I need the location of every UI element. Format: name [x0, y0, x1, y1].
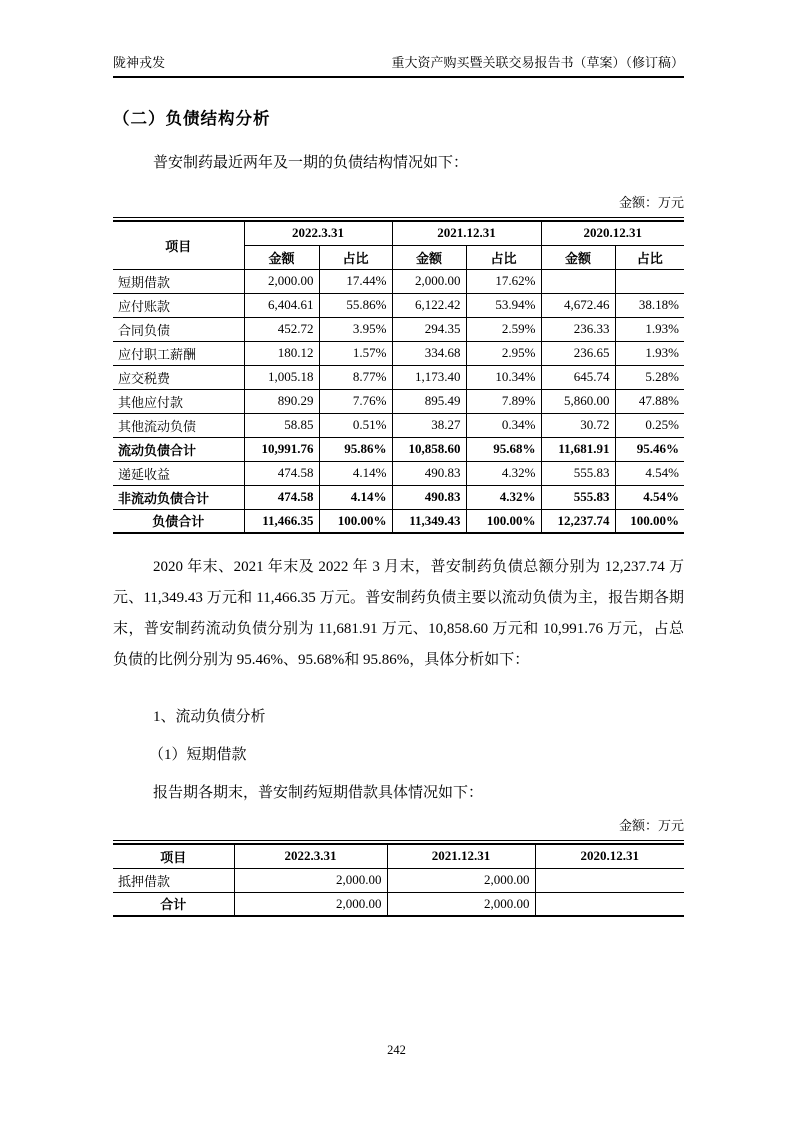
table1-header-period-2020: 2020.12.31 — [541, 221, 684, 245]
cell-value: 17.44% — [319, 269, 392, 293]
cell-value: 1,005.18 — [244, 365, 319, 389]
table2-header-period-2022: 2022.3.31 — [234, 844, 387, 868]
cell-value — [535, 892, 684, 916]
subheading-current-liability-analysis: 1、流动负债分析 — [153, 709, 266, 725]
cell-value: 53.94% — [466, 293, 541, 317]
row-label: 非流动负债合计 — [113, 485, 244, 509]
cell-value: 30.72 — [541, 413, 615, 437]
table2-header-period-2020: 2020.12.31 — [535, 844, 684, 868]
subheading-short-term-borrowings: （1）短期借款 — [149, 747, 247, 763]
table1-subheader-amount: 金额 — [541, 245, 615, 269]
cell-value: 11,349.43 — [392, 509, 466, 533]
cell-value: 4.32% — [466, 461, 541, 485]
table1-subheader-ratio: 占比 — [319, 245, 392, 269]
cell-value: 38.18% — [615, 293, 684, 317]
table1-subheader-amount: 金额 — [392, 245, 466, 269]
table-row — [113, 461, 684, 485]
cell-value: 6,404.61 — [244, 293, 319, 317]
cell-value: 474.58 — [244, 485, 319, 509]
row-label: 应交税费 — [113, 365, 244, 389]
cell-value: 452.72 — [244, 317, 319, 341]
table-row — [113, 365, 684, 389]
cell-value: 100.00% — [319, 509, 392, 533]
table1-header-row-periods — [113, 221, 684, 245]
cell-value: 236.65 — [541, 341, 615, 365]
table1-header-item: 项目 — [113, 221, 244, 269]
cell-value: 95.46% — [615, 437, 684, 461]
cell-value: 10,991.76 — [244, 437, 319, 461]
running-header — [113, 52, 684, 78]
table-row — [113, 868, 684, 892]
cell-value: 11,681.91 — [541, 437, 615, 461]
cell-value: 7.76% — [319, 389, 392, 413]
short-term-borrowings-intro: 报告期各期末，普安制药短期借款具体情况如下： — [153, 785, 484, 801]
row-label: 其他应付款 — [113, 389, 244, 413]
cell-value: 236.33 — [541, 317, 615, 341]
row-label: 流动负债合计 — [113, 437, 244, 461]
cell-value: 8.77% — [319, 365, 392, 389]
row-label: 应付职工薪酬 — [113, 341, 244, 365]
cell-value: 890.29 — [244, 389, 319, 413]
table2-header-period-2021: 2021.12.31 — [387, 844, 535, 868]
row-label: 其他流动负债 — [113, 413, 244, 437]
table1-subheader-ratio: 占比 — [615, 245, 684, 269]
row-label: 抵押借款 — [113, 868, 234, 892]
cell-value: 6,122.42 — [392, 293, 466, 317]
cell-value: 4.14% — [319, 485, 392, 509]
unit-label-table1: 金额：万元 — [618, 195, 684, 210]
cell-value: 3.95% — [319, 317, 392, 341]
cell-value: 100.00% — [615, 509, 684, 533]
table-row — [113, 413, 684, 437]
cell-value: 58.85 — [244, 413, 319, 437]
page-number: 242 — [387, 1043, 406, 1057]
table-row — [113, 317, 684, 341]
cell-value: 2,000.00 — [234, 868, 387, 892]
cell-value: 2,000.00 — [234, 892, 387, 916]
cell-value: 12,237.74 — [541, 509, 615, 533]
row-label: 应付账款 — [113, 293, 244, 317]
cell-value: 1,173.40 — [392, 365, 466, 389]
table2-header-row — [113, 844, 684, 868]
cell-value: 95.86% — [319, 437, 392, 461]
cell-value: 10.34% — [466, 365, 541, 389]
cell-value: 2.95% — [466, 341, 541, 365]
cell-value: 4.14% — [319, 461, 392, 485]
table-row — [113, 485, 684, 509]
cell-value: 1.93% — [615, 317, 684, 341]
liability-structure-table-grid — [113, 220, 684, 534]
cell-value: 7.89% — [466, 389, 541, 413]
cell-value — [615, 269, 684, 293]
cell-value: 4.54% — [615, 485, 684, 509]
cell-value: 490.83 — [392, 461, 466, 485]
table1-body — [113, 269, 684, 533]
table-row — [113, 437, 684, 461]
cell-value: 474.58 — [244, 461, 319, 485]
header-report-title: 重大资产购买暨关联交易报告书（草案）（修订稿） — [391, 55, 684, 70]
section-title: （二）负债结构分析 — [113, 110, 271, 128]
cell-value: 555.83 — [541, 485, 615, 509]
cell-value: 1.93% — [615, 341, 684, 365]
table1-header-period-2021: 2021.12.31 — [392, 221, 541, 245]
cell-value: 4,672.46 — [541, 293, 615, 317]
cell-value — [541, 269, 615, 293]
cell-value: 2,000.00 — [387, 892, 535, 916]
cell-value: 38.27 — [392, 413, 466, 437]
cell-value: 490.83 — [392, 485, 466, 509]
cell-value: 2,000.00 — [392, 269, 466, 293]
cell-value: 17.62% — [466, 269, 541, 293]
page-footer — [0, 1043, 793, 1058]
cell-value: 4.32% — [466, 485, 541, 509]
cell-value: 1.57% — [319, 341, 392, 365]
short-term-borrowings-table-grid — [113, 843, 684, 917]
cell-value: 11,466.35 — [244, 509, 319, 533]
cell-value: 555.83 — [541, 461, 615, 485]
cell-value: 10,858.60 — [392, 437, 466, 461]
cell-value: 2,000.00 — [244, 269, 319, 293]
table-row — [113, 509, 684, 533]
table2-header — [113, 844, 684, 868]
header-company-name: 陇神戎发 — [113, 55, 166, 70]
table1-header-period-2022: 2022.3.31 — [244, 221, 392, 245]
analysis-paragraph: 2020 年末、2021 年末及 2022 年 3 月末，普安制药负债总额分别为 12,237.74 万元、11,349.43 万元和 11,466.35 万元。普安制药负债主要以流动负债为主，报告期各期末，普安制药流动负债分别为 11,681.91 万元、10,858.60 万元和 10,991.76 万元，占总负债的比例分别为 95.46%、95.68%和 95.86%，具体分析如下： — [113, 559, 684, 668]
row-label: 负债合计 — [113, 509, 244, 533]
table2-body — [113, 868, 684, 916]
cell-value: 5.28% — [615, 365, 684, 389]
cell-value: 294.35 — [392, 317, 466, 341]
cell-value: 100.00% — [466, 509, 541, 533]
cell-value: 334.68 — [392, 341, 466, 365]
intro-paragraph: 普安制药最近两年及一期的负债结构情况如下： — [153, 155, 469, 171]
liability-structure-table — [113, 217, 684, 534]
table-row — [113, 293, 684, 317]
cell-value: 0.34% — [466, 413, 541, 437]
table1-header — [113, 221, 684, 269]
cell-value: 95.68% — [466, 437, 541, 461]
cell-value: 645.74 — [541, 365, 615, 389]
cell-value: 895.49 — [392, 389, 466, 413]
cell-value: 5,860.00 — [541, 389, 615, 413]
unit-label-table2: 金额：万元 — [618, 818, 684, 833]
row-label: 合同负债 — [113, 317, 244, 341]
table-row — [113, 341, 684, 365]
cell-value: 0.51% — [319, 413, 392, 437]
cell-value: 180.12 — [244, 341, 319, 365]
cell-value: 0.25% — [615, 413, 684, 437]
table-row — [113, 892, 684, 916]
table2-header-item: 项目 — [113, 844, 234, 868]
table-row — [113, 389, 684, 413]
table1-subheader-amount: 金额 — [244, 245, 319, 269]
row-label: 递延收益 — [113, 461, 244, 485]
cell-value: 2,000.00 — [387, 868, 535, 892]
cell-value — [535, 868, 684, 892]
cell-value: 55.86% — [319, 293, 392, 317]
row-label: 短期借款 — [113, 269, 244, 293]
table1-subheader-ratio: 占比 — [466, 245, 541, 269]
table-row — [113, 269, 684, 293]
row-label: 合计 — [113, 892, 234, 916]
short-term-borrowings-table — [113, 840, 684, 917]
cell-value: 2.59% — [466, 317, 541, 341]
cell-value: 47.88% — [615, 389, 684, 413]
cell-value: 4.54% — [615, 461, 684, 485]
